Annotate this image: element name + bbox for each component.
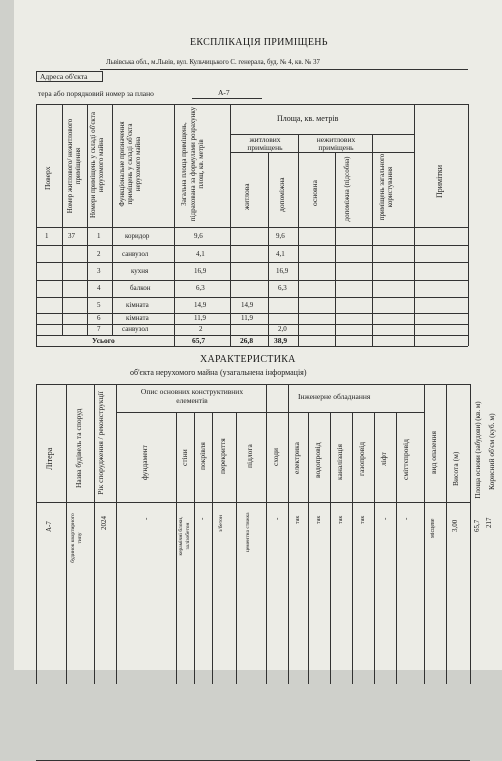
header-residential: житлових приміщень — [247, 135, 283, 152]
header-nonresidential: нежитлових приміщень — [316, 135, 356, 152]
header-engineering-group: Інженерне обладнання — [298, 392, 371, 401]
header-unit-number: Номер житлового/ нежитлового приміщення — [66, 118, 82, 214]
header-room-number: Номери приміщень у складі об'єкта нерухомого майна — [89, 112, 105, 219]
header-floor: Поверх — [43, 166, 52, 190]
header-volume: Корисний об'єм (куб. м) — [487, 413, 496, 490]
header-litera: Літера — [45, 447, 54, 470]
header-stairs: сходи — [271, 447, 280, 466]
header-water: водопровід — [313, 442, 322, 478]
header-roofing: покрівля — [198, 442, 207, 470]
header-common-use: приміщень загального користування — [378, 153, 394, 221]
header-year: Рік спорудження / реконструкції — [96, 391, 105, 495]
header-main: основна — [310, 180, 319, 206]
header-ceilings: перекриття — [218, 438, 227, 474]
characteristics-subtitle: об'єкта нерухомого майна (узагальнена інформація) — [130, 368, 307, 377]
header-lift: ліфт — [379, 452, 388, 466]
header-base-area: Площа основи (забудови) (кв. м) — [474, 401, 482, 499]
header-sewage: каналізація — [335, 444, 344, 480]
header-heating: вид опалення — [429, 431, 438, 474]
header-building-name: Назва будівель та споруд — [74, 408, 83, 488]
header-total-area: Загальна площа приміщень, підрахована за формулами розрахунку площ, кв. метрів — [180, 106, 205, 222]
header-purpose: Функціональне призначення приміщень у складі об'єкта нерухомого майна — [118, 121, 142, 207]
characteristics-title: ХАРАКТЕРИСТИКА — [200, 354, 296, 365]
header-height: Висота (м) — [451, 451, 460, 486]
address-box — [36, 71, 103, 82]
header-garbage: сміттєпровід — [401, 439, 410, 480]
header-aux-basement: допоміжна (підсобна) — [343, 156, 351, 222]
explication-title: ЕКСПЛІКАЦІЯ ПРИМІЩЕНЬ — [190, 37, 328, 48]
header-electricity: електрика — [292, 442, 301, 474]
header-foundation: фундамент — [140, 445, 149, 480]
header-walls: стіни — [180, 449, 189, 466]
header-auxiliary: допоміжна — [277, 177, 286, 212]
plan-label: тера або порядковий номер за плано — [38, 89, 154, 98]
header-floor: підлога — [245, 444, 254, 468]
header-gas: газопровід — [357, 441, 366, 476]
header-area-group: Площа, кв. метрів — [277, 114, 339, 123]
header-living: житлова — [242, 183, 251, 210]
address-label: Адреса об'єкта — [37, 72, 103, 82]
header-notes: Примітки — [435, 164, 444, 198]
header-structures-group: Опис основних конструктивних елементів — [140, 387, 244, 405]
address-value: Львівська обл., м.Львів, вул. Кульчицького С. генерала, буд. № 4, кв. № 37 — [106, 59, 320, 66]
plan-value: А-7 — [218, 88, 230, 97]
